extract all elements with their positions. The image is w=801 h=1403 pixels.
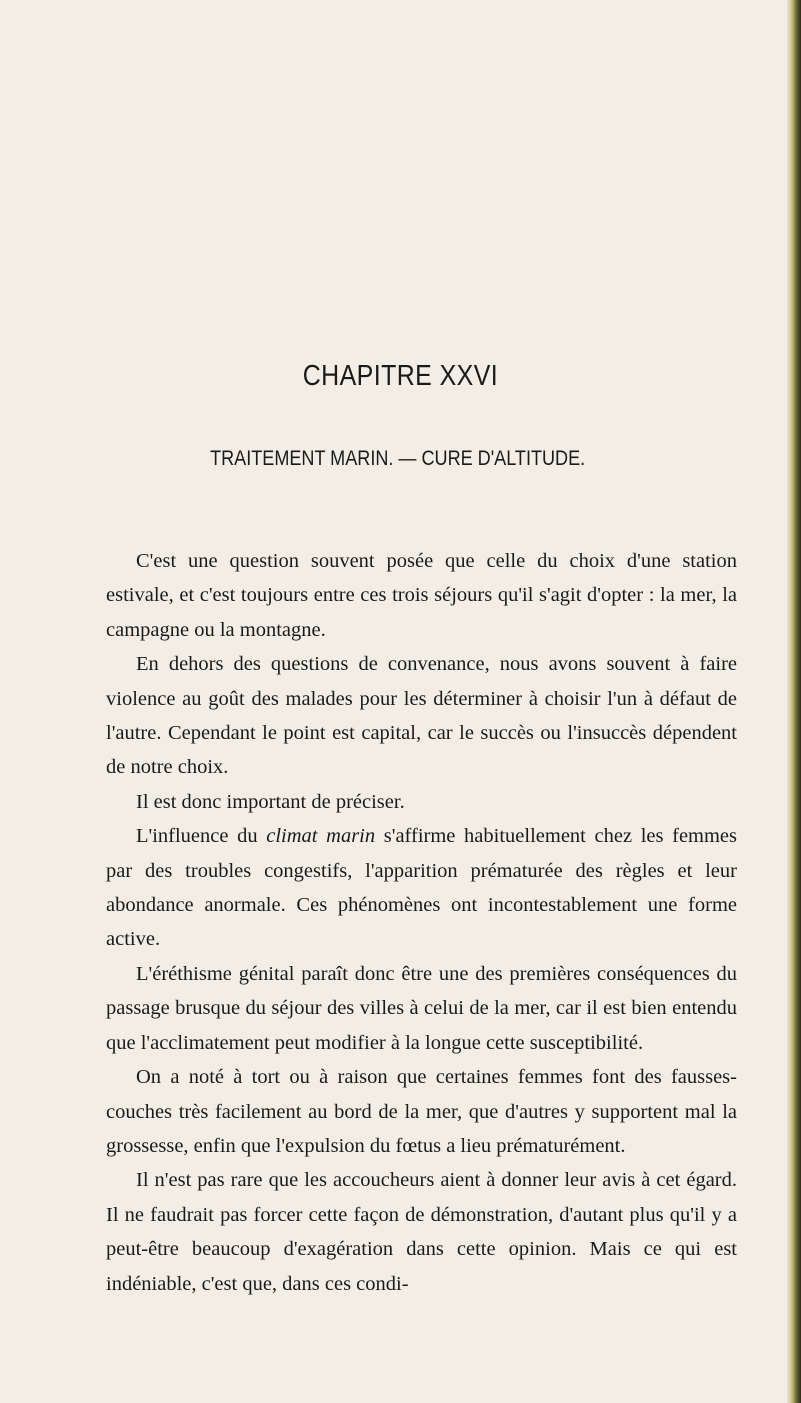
paragraph: Il n'est pas rare que les accoucheurs aient à donner leur avis à cet égard. Il ne faudrait pas forcer cette façon de démonstration, d'autant plus qu'il y a peut-être beaucoup d'exagération dans cette opinion. Mais ce qui est indéniable, c'est que, dans ces condi- (106, 1169, 737, 1295)
paragraph: Il est donc important de préciser. (136, 790, 405, 813)
chapter-body (106, 544, 737, 1301)
page-edge (787, 0, 801, 1403)
paragraph-text: s'affirme habituellement chez les femmes par des troubles congestifs, l'apparition prématurée des règles et leur abondance anormale. Ces phénomènes ont incontestablement une forme active. (106, 825, 738, 951)
chapter-title: CHAPITRE XXVI (302, 360, 499, 392)
paragraph (106, 819, 737, 957)
paragraph-text: L'influence du (136, 825, 267, 848)
paragraph: C'est une question souvent posée que celle du choix d'une station estivale, et c'est toujours entre ces trois séjours qu'il s'agit d'opter : la mer, la campagne ou la montagne. (106, 550, 737, 641)
paragraph: On a noté à tort ou à raison que certaines femmes font des fausses-couches très facilement au bord de la mer, que d'autres y supportent mal la grossesse, enfin que l'expulsion du fœtus a lieu prématurément. (106, 1066, 737, 1157)
chapter-subtitle: TRAITEMENT MARIN. — CURE D'ALTITUDE. (210, 447, 586, 470)
paragraph: En dehors des questions de convenance, nous avons souvent à faire violence au goût des malades pour les déterminer à choisir l'un à défaut de l'autre. Cependant le point est capital, car le succès ou l'insuccès dépendent de notre choix. (106, 653, 737, 779)
paragraph: L'éréthisme génital paraît donc être une des premières conséquences du passage brusque du séjour des villes à celui de la mer, car il est bien entendu que l'acclimatement peut modifier à la longue cette susceptibilité. (106, 962, 737, 1054)
italic-term: climat marin (266, 825, 376, 848)
